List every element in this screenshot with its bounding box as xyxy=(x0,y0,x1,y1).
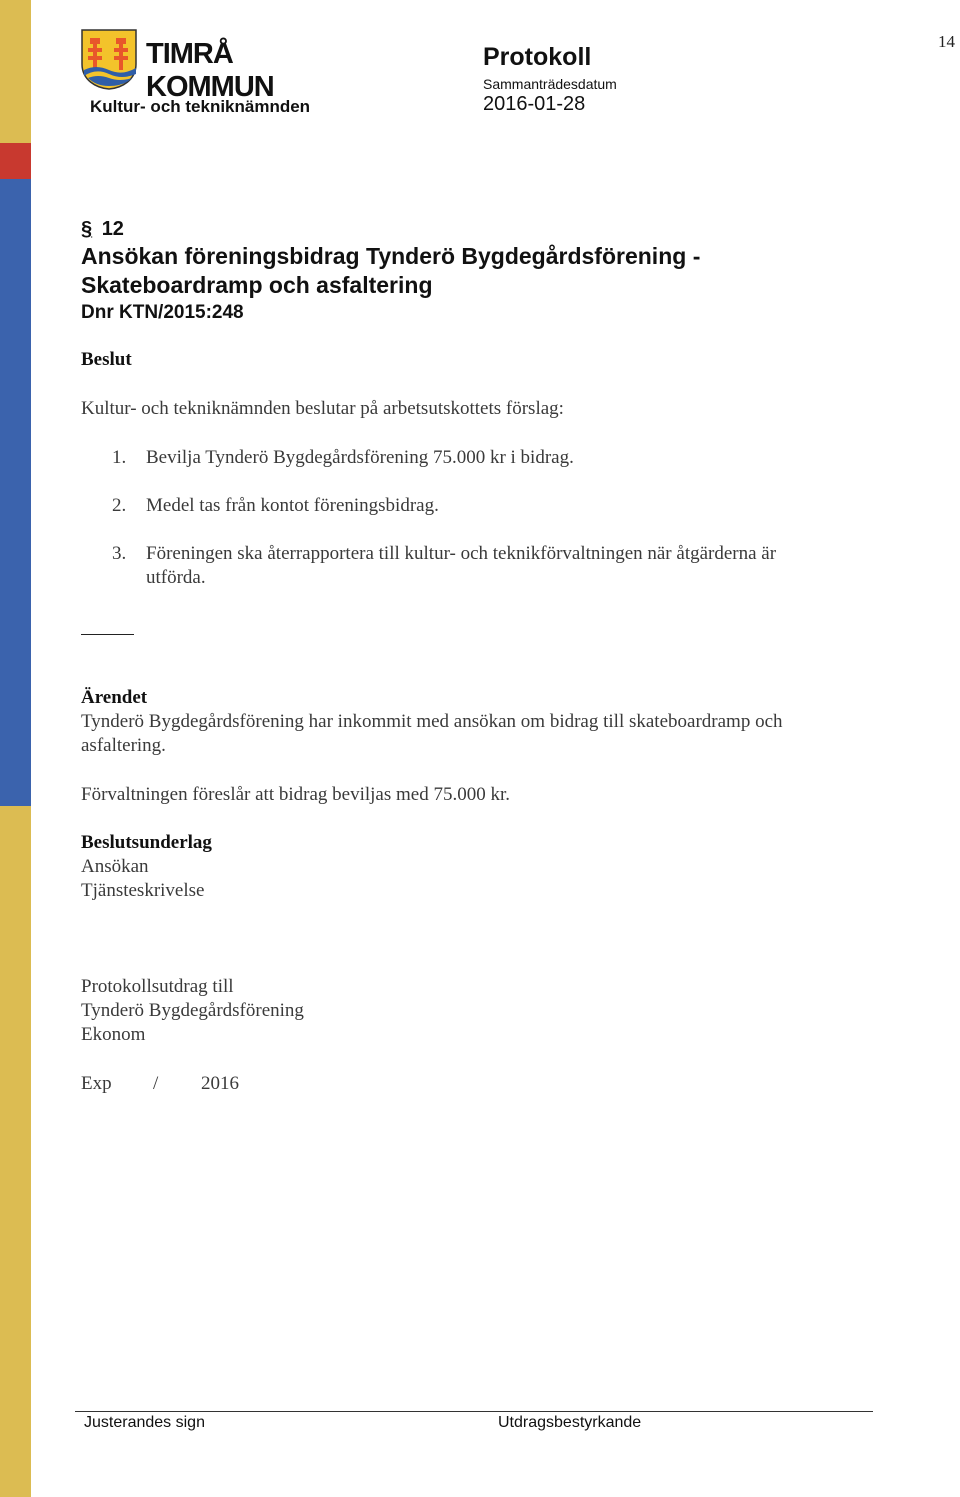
arendet-text-line-2: asfaltering. xyxy=(81,735,166,756)
exp-slash: / xyxy=(153,1073,159,1094)
section-title-line-1: Ansökan föreningsbidrag Tynderö Bygdegårdsförening - xyxy=(81,243,701,269)
arendet-proposal: Förvaltningen föreslår att bidrag beviljas med 75.000 kr. xyxy=(81,784,510,805)
beslutsunderlag-heading: Beslutsunderlag xyxy=(81,832,212,853)
diary-number: Dnr KTN/2015:248 xyxy=(81,302,244,323)
utdrag-recipient: Tynderö Bygdegårdsförening xyxy=(81,1000,304,1021)
list-item-text: Medel tas från kontot föreningsbidrag. xyxy=(146,495,439,516)
beslut-heading: Beslut xyxy=(81,349,132,370)
footer-justerandes-sign: Justerandes sign xyxy=(84,1414,205,1431)
sidebar-yellow-bottom xyxy=(0,806,31,1497)
footer-rule xyxy=(75,1411,873,1412)
exp-label: Exp xyxy=(81,1073,112,1094)
underlag-item: Tjänsteskrivelse xyxy=(81,880,205,901)
section-title-line-2: Skateboardramp och asfaltering xyxy=(81,272,433,298)
sidebar-red xyxy=(0,143,31,179)
list-item-number: 2. xyxy=(112,495,127,516)
list-item-number: 3. xyxy=(112,543,127,564)
page-number: 14 xyxy=(938,32,955,51)
exp-year: 2016 xyxy=(201,1073,239,1094)
beslut-intro: Kultur- och tekniknämnden beslutar på arbetsutskottets förslag: xyxy=(81,398,564,419)
utdrag-recipient: Ekonom xyxy=(81,1024,146,1045)
arendet-text-line-1: Tynderö Bygdegårdsförening har inkommit med ansökan om bidrag till skateboardramp och xyxy=(81,711,783,732)
coat-of-arms-icon xyxy=(80,28,138,90)
sidebar-yellow-top xyxy=(0,0,31,143)
list-item-text: Föreningen ska återrapportera till kultur- och teknikförvaltningen när åtgärderna är xyxy=(146,543,777,564)
municipality-logo xyxy=(80,28,348,103)
list-item-number: 1. xyxy=(112,447,127,468)
protokollsutdrag-heading: Protokollsutdrag till xyxy=(81,976,234,997)
committee-name: Kultur- och tekniknämnden xyxy=(90,97,311,116)
separator-line xyxy=(81,634,134,635)
list-item-text-continued: utförda. xyxy=(146,567,206,588)
underlag-item: Ansökan xyxy=(81,856,149,877)
paragraph-symbol: § xyxy=(81,218,93,240)
list-item-text: Bevilja Tynderö Bygdegårdsförening 75.000 kr i bidrag. xyxy=(146,447,574,468)
meeting-date-label: Sammanträdesdatum xyxy=(483,76,617,92)
color-sidebar xyxy=(0,0,31,1497)
section-number-value: 12 xyxy=(101,218,124,240)
section-number xyxy=(81,218,124,241)
meeting-date-value: 2016-01-28 xyxy=(483,93,586,115)
document-type: Protokoll xyxy=(483,43,592,71)
logo-wordmark: TIMRÅ KOMMUN xyxy=(146,38,274,103)
arendet-heading: Ärendet xyxy=(81,687,148,708)
footer-utdragsbestyrkande: Utdragsbestyrkande xyxy=(498,1414,642,1431)
sidebar-blue xyxy=(0,179,31,806)
